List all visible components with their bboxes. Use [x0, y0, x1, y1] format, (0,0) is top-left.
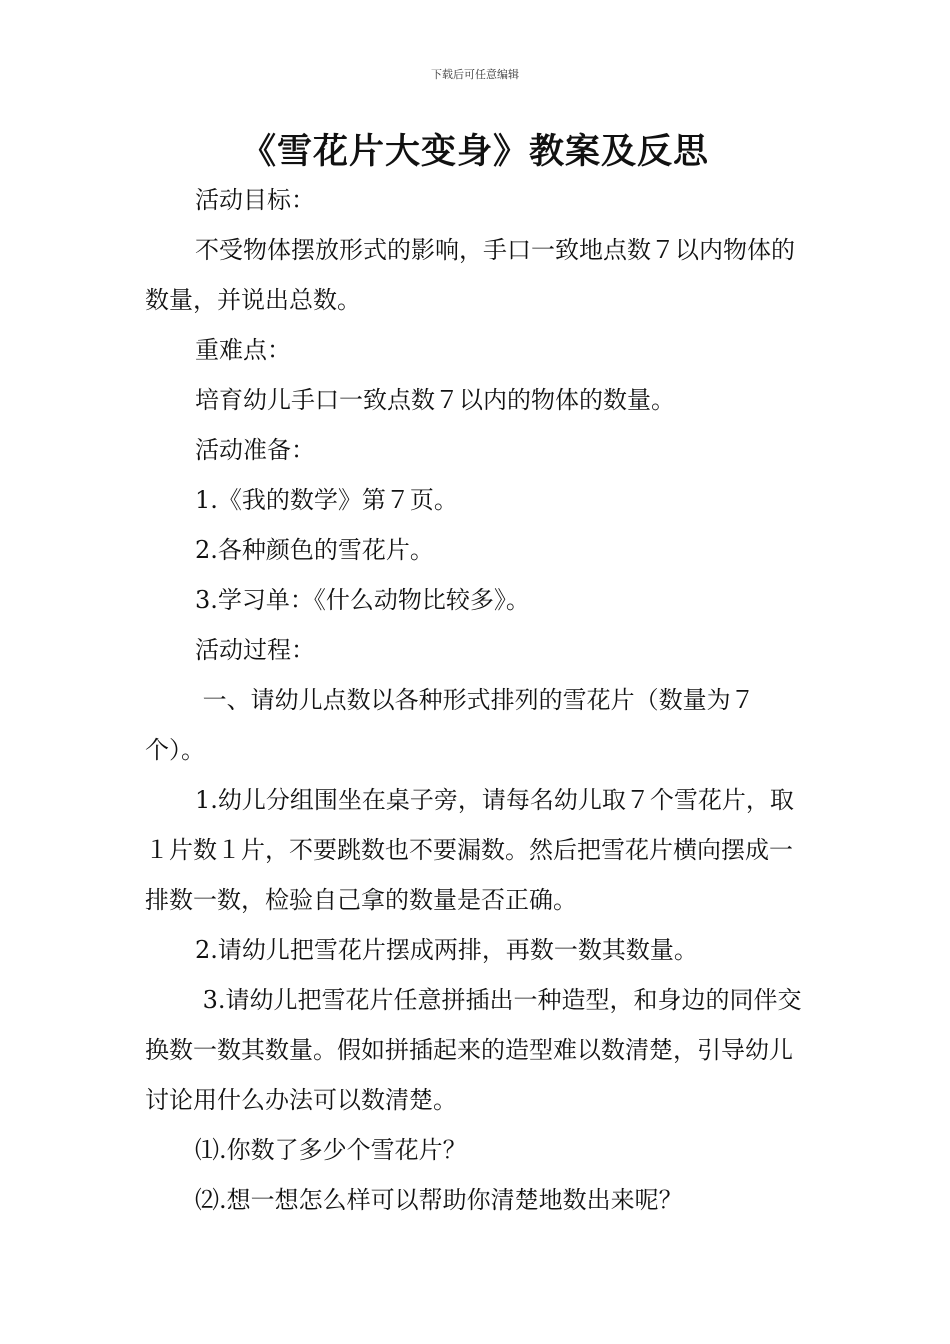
paragraph-activity-goal-heading: 活动目标：	[195, 186, 315, 214]
paragraph-activity-goal: 不受物体摆放形式的影响，手口一致地点数７以内物体的数量，并说出总数。	[145, 236, 795, 314]
paragraph-preparation-heading: 活动准备：	[195, 436, 315, 464]
paragraph-question-1: ⑴.你数了多少个雪花片？	[195, 1136, 467, 1164]
paragraph-key-points: 培育幼儿手口一致点数７以内的物体的数量。	[195, 386, 675, 414]
paragraph-process-1: 1.幼儿分组围坐在桌子旁，请每名幼儿取７个雪花片，取１片数１片，不要跳数也不要漏数。然后把雪花片横向摆成一排数一数，检验自己拿的数量是否正确。	[145, 786, 794, 914]
paragraph-key-points-heading: 重难点：	[195, 336, 291, 364]
paragraph-process-step-one: 一、请幼儿点数以各种形式排列的雪花片（数量为７个）。	[145, 686, 755, 764]
paragraph-process-3: 3.请幼儿把雪花片任意拼插出一种造型，和身边的同伴交换数一数其数量。假如拼插起来的造型难以数清楚，引导幼儿讨论用什么办法可以数清楚。	[145, 986, 802, 1114]
paragraph-process-heading: 活动过程：	[195, 636, 315, 664]
paragraph-preparation-3: 3.学习单：《什么动物比较多》。	[195, 586, 530, 614]
document-title: 《雪花片大变身》教案及反思	[240, 132, 709, 172]
paragraph-preparation-2: 2.各种颜色的雪花片。	[195, 536, 434, 564]
paragraph-preparation-1: 1.《我的数学》第７页。	[195, 486, 458, 514]
paragraph-question-2: ⑵.想一想怎么样可以帮助你清楚地数出来呢？	[195, 1186, 683, 1214]
header-note: 下载后可任意编辑	[431, 68, 519, 81]
paragraph-process-2: 2.请幼儿把雪花片摆成两排，再数一数其数量。	[195, 936, 698, 964]
